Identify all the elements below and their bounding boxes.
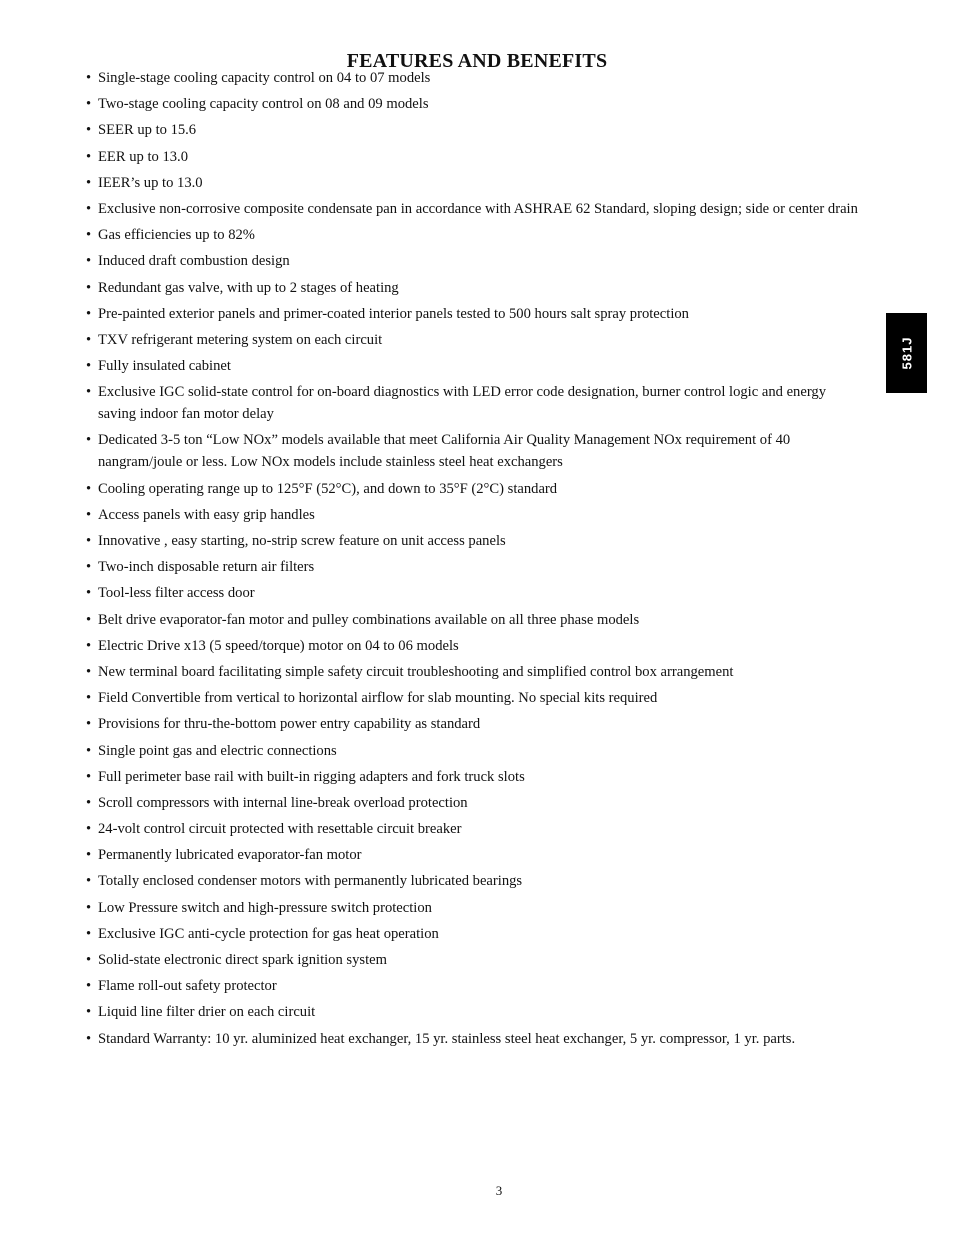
- bullet-icon: •: [86, 227, 92, 244]
- bullet-icon: •: [86, 384, 92, 401]
- bullet-icon: •: [86, 70, 92, 86]
- feature-item: [86, 381, 866, 425]
- feature-text: Liquid line filter drier on each circuit: [98, 1004, 316, 1021]
- feature-text: Tool-less filter access door: [98, 585, 255, 602]
- bullet-icon: •: [86, 148, 92, 165]
- feature-item: [86, 303, 866, 325]
- feature-text: Exclusive IGC anti-cycle protection for gas heat operation: [98, 925, 439, 942]
- bullet-icon: •: [86, 611, 92, 628]
- feature-item: [86, 923, 866, 945]
- feature-item: [86, 635, 866, 657]
- bullet-icon: •: [86, 952, 92, 968]
- feature-text: Single point gas and electric connections: [98, 742, 337, 759]
- feature-text: EER up to 13.0: [98, 148, 188, 165]
- feature-item: [86, 556, 866, 578]
- feature-item: [86, 844, 866, 866]
- bullet-icon: •: [86, 637, 92, 654]
- bullet-icon: •: [86, 96, 92, 113]
- bullet-icon: •: [86, 480, 92, 497]
- page-title: FEATURES AND BENEFITS: [346, 50, 608, 73]
- feature-text: New terminal board facilitating simple safety circuit troubleshooting and simplified control box arrangement: [98, 663, 734, 680]
- feature-text: Permanently lubricated evaporator-fan motor: [98, 847, 362, 864]
- bullet-icon: •: [86, 559, 92, 576]
- feature-text: Provisions for thru-the-bottom power entry capability as standard: [98, 716, 481, 733]
- feature-item: [86, 478, 866, 500]
- feature-item: [86, 530, 866, 552]
- feature-text: Scroll compressors with internal line-break overload protection: [98, 794, 468, 811]
- feature-item: [86, 277, 866, 299]
- feature-item: [86, 766, 866, 788]
- feature-text: Fully insulated cabinet: [98, 358, 231, 375]
- bullet-icon: •: [86, 768, 92, 785]
- feature-text: Pre-painted exterior panels and primer-coated interior panels tested to 500 hours salt spray protection: [98, 305, 689, 322]
- feature-text: TXV refrigerant metering system on each circuit: [98, 331, 383, 348]
- feature-item: [86, 740, 866, 762]
- feature-text: Full perimeter base rail with built-in rigging adapters and fork truck slots: [98, 768, 525, 785]
- bullet-icon: •: [86, 358, 92, 375]
- feature-item: [86, 67, 866, 89]
- feature-item: [86, 582, 866, 604]
- side-tab: [886, 313, 927, 393]
- feature-item: [86, 93, 866, 115]
- bullet-icon: •: [86, 925, 92, 942]
- bullet-icon: •: [86, 331, 92, 348]
- feature-text: Totally enclosed condenser motors with permanently lubricated bearings: [98, 873, 523, 890]
- bullet-icon: •: [86, 533, 92, 549]
- feature-item: [86, 429, 866, 473]
- feature-text: Flame roll-out safety protector: [98, 978, 277, 995]
- bullet-icon: •: [86, 1004, 92, 1021]
- feature-item: [86, 949, 866, 971]
- feature-item: [86, 1028, 866, 1050]
- feature-item: [86, 792, 866, 814]
- feature-text: Single-stage cooling capacity control on 04 to 07 models: [98, 70, 431, 86]
- feature-item: [86, 1001, 866, 1023]
- feature-text: Induced draft combustion design: [98, 253, 290, 270]
- bullet-icon: •: [86, 1030, 92, 1047]
- bullet-icon: •: [86, 253, 92, 270]
- feature-item: [86, 119, 866, 141]
- feature-text: Solid-state electronic direct spark ignition system: [98, 952, 387, 968]
- feature-text: Two-inch disposable return air filters: [98, 559, 315, 576]
- feature-text: Gas efficiencies up to 82%: [98, 227, 255, 244]
- feature-text: Standard Warranty: 10 yr. aluminized heat exchanger, 15 yr. stainless steel heat exchanger, 5 yr. compressor, 1 yr. parts.: [98, 1030, 796, 1047]
- feature-item: [86, 897, 866, 919]
- bullet-icon: •: [86, 794, 92, 811]
- bullet-icon: •: [86, 174, 92, 191]
- feature-item: [86, 661, 866, 683]
- bullet-icon: •: [86, 122, 92, 139]
- bullet-icon: •: [86, 432, 92, 449]
- feature-item: [86, 870, 866, 892]
- feature-item: [86, 250, 866, 272]
- feature-item: [86, 329, 866, 351]
- feature-item: [86, 172, 866, 194]
- feature-list: [86, 67, 866, 1054]
- feature-item: [86, 198, 866, 220]
- bullet-icon: •: [86, 716, 92, 733]
- feature-item: [86, 355, 866, 377]
- feature-text: Cooling operating range up to 125°F (52°C), and down to 35°F (2°C) standard: [98, 480, 558, 497]
- feature-text: Belt drive evaporator-fan motor and pulley combinations available on all three phase models: [98, 611, 640, 628]
- feature-item: [86, 818, 866, 840]
- bullet-icon: •: [86, 847, 92, 864]
- feature-text: Two-stage cooling capacity control on 08 and 09 models: [98, 96, 429, 113]
- feature-text: Low Pressure switch and high-pressure switch protection: [98, 899, 432, 916]
- feature-text: Exclusive non-corrosive composite condensate pan in accordance with ASHRAE 62 Standard, sloping design; side or center drain: [98, 200, 858, 217]
- bullet-icon: •: [86, 279, 92, 296]
- bullet-icon: •: [86, 200, 92, 217]
- feature-text: IEER’s up to 13.0: [98, 174, 203, 191]
- feature-item: [86, 504, 866, 526]
- page-number: 3: [495, 1183, 503, 1198]
- feature-text: SEER up to 15.6: [98, 122, 197, 139]
- feature-text: Field Convertible from vertical to horizontal airflow for slab mounting. No special kits required: [98, 690, 658, 707]
- feature-text: Exclusive IGC solid-state control for on-board diagnostics with LED error code designation, burner control logic and energy saving indoor fan motor delay: [98, 384, 827, 423]
- bullet-icon: •: [86, 506, 92, 523]
- feature-text: Access panels with easy grip handles: [98, 506, 315, 523]
- feature-text: Redundant gas valve, with up to 2 stages of heating: [98, 279, 399, 296]
- bullet-icon: •: [86, 821, 92, 838]
- feature-item: [86, 224, 866, 246]
- side-tab-label: 581J: [899, 336, 914, 370]
- bullet-icon: •: [86, 585, 92, 602]
- feature-text: Electric Drive x13 (5 speed/torque) motor on 04 to 06 models: [98, 637, 459, 654]
- feature-item: [86, 687, 866, 709]
- bullet-icon: •: [86, 690, 92, 707]
- feature-text: 24-volt control circuit protected with resettable circuit breaker: [98, 821, 462, 838]
- feature-item: [86, 609, 866, 631]
- feature-item: [86, 146, 866, 168]
- feature-item: [86, 713, 866, 735]
- feature-text: Innovative , easy starting, no-strip screw feature on unit access panels: [98, 533, 506, 549]
- feature-text: Dedicated 3-5 ton “Low NOx” models available that meet California Air Quality Management NOx requirement of 40 nangram/joule or less. Low NOx models include stainless steel heat exchangers: [98, 432, 791, 471]
- bullet-icon: •: [86, 305, 92, 322]
- bullet-icon: •: [86, 663, 92, 680]
- bullet-icon: •: [86, 742, 92, 759]
- bullet-icon: •: [86, 978, 92, 995]
- bullet-icon: •: [86, 873, 92, 890]
- bullet-icon: •: [86, 899, 92, 916]
- feature-item: [86, 975, 866, 997]
